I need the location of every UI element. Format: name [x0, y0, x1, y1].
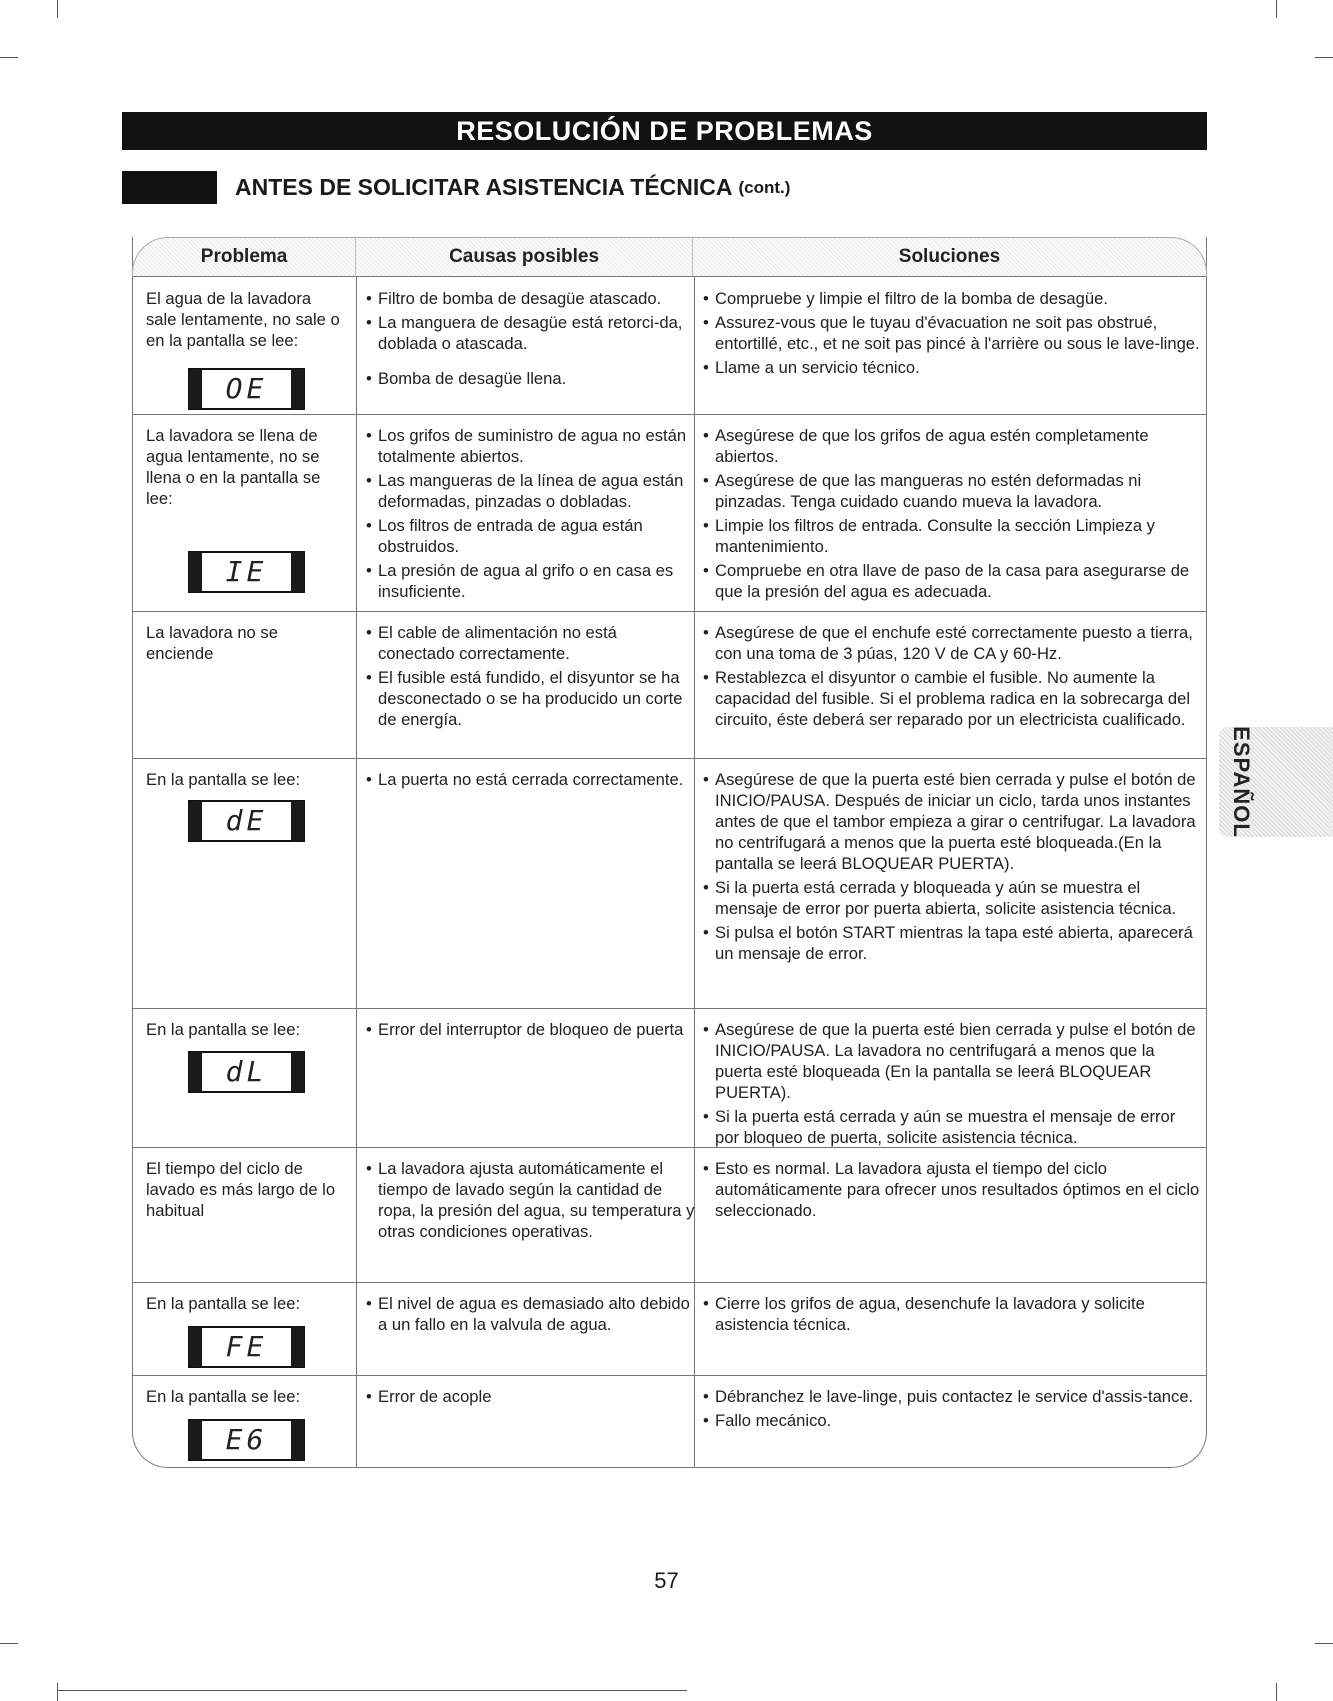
error-code-display [188, 1051, 305, 1093]
table-row [132, 759, 1207, 1009]
error-code-display [188, 1419, 305, 1461]
problem-text: El tiempo del ciclo de lavado es más largo de lo habitual [146, 1159, 336, 1220]
error-code-display [188, 551, 305, 593]
error-code: OE [225, 372, 268, 405]
section-heading-suffix: (cont.) [738, 177, 791, 197]
cause-item: • Error del interruptor de bloqueo de puerta [365, 1019, 695, 1040]
problem-text: La lavadora se llena de agua lentamente, no se llena o en la pantalla se lee: [146, 426, 321, 508]
solution-item: • Esto es normal. La lavadora ajusta el tiempo del ciclo automáticamente para ofrecer unos resultados óptimos en el ciclo seleccionado. [702, 1158, 1202, 1221]
solution-item: • Fallo mecánico. [702, 1410, 1202, 1431]
solution-item: • Asegúrese de que el enchufe esté correctamente puesto a tierra, con una toma de 3 púas, 120 V de CA y 60-Hz. [702, 622, 1202, 664]
crop-mark [1315, 57, 1333, 58]
crop-mark [0, 1643, 18, 1644]
solution-item: • Compruebe y limpie el filtro de la bomba de desagüe. [702, 288, 1202, 309]
solution-item: • Asegúrese de que las mangueras no estén deformadas ni pinzadas. Tenga cuidado cuando mueva la lavadora. [702, 470, 1202, 512]
cause-item: • La puerta no está cerrada correctamente. [365, 769, 695, 790]
solutions-list [702, 288, 1202, 381]
cause-item: • La lavadora ajusta automáticamente el tiempo de lavado según la cantidad de ropa, la presión del agua, su temperatura y otras condiciones operativas. [365, 1158, 695, 1242]
table-row [132, 278, 1207, 415]
page-number: 57 [654, 1568, 679, 1593]
solution-item: • Asegúrese de que la puerta esté bien cerrada y pulse el botón de INICIO/PAUSA. Después de iniciar un ciclo, tarda unos instantes antes de que el tambor empieza a girar o centrifugar. La lavadora no centrifugará a menos que la puerta esté bloqueada.(En la pantalla se leerá BLOQUEAR PUERTA). [702, 769, 1202, 874]
solutions-list [702, 1019, 1202, 1151]
error-code: E6 [225, 1423, 268, 1456]
cause-item: • Error de acople [365, 1386, 695, 1407]
solution-item: • Si la puerta está cerrada y aún se muestra el mensaje de error por bloqueo de puerta, solicite asistencia técnica. [702, 1106, 1202, 1148]
table-row [132, 1283, 1207, 1376]
causes-list [365, 622, 695, 733]
crop-mark [57, 1683, 58, 1701]
problem-text: En la pantalla se lee: [146, 1294, 301, 1313]
cause-item: • El nivel de agua es demasiado alto debido a un fallo en la valvula de agua. [365, 1293, 695, 1335]
error-code: FE [225, 1330, 268, 1363]
solutions-list [702, 425, 1202, 605]
header-causes: Causas posibles [356, 237, 693, 277]
crop-mark [1276, 0, 1277, 18]
problem-text: En la pantalla se lee: [146, 1020, 301, 1039]
table-row [132, 1009, 1207, 1148]
crop-mark [1276, 1683, 1277, 1701]
cause-item: • El cable de alimentación no está conectado correctamente. [365, 622, 695, 664]
causes-list [365, 1293, 695, 1338]
solution-item: • Débranchez le lave-linge, puis contactez le service d'assis-tance. [702, 1386, 1202, 1407]
error-code: IE [225, 555, 268, 588]
table-row [132, 415, 1207, 612]
header-solutions: Soluciones [693, 237, 1207, 277]
problem-text: En la pantalla se lee: [146, 1387, 301, 1406]
solutions-list [702, 1386, 1202, 1434]
cause-item: • Las mangueras de la línea de agua están deformadas, pinzadas o dobladas. [365, 470, 695, 512]
causes-list [365, 1386, 695, 1410]
solution-item: • Asegúrese de que la puerta esté bien cerrada y pulse el botón de INICIO/PAUSA. La lavadora no centrifugará a menos que la puerta esté bloqueada (En la pantalla se leerá BLOQUEAR PUERTA). [702, 1019, 1202, 1103]
cause-item: • La presión de agua al grifo o en casa es insuficiente. [365, 560, 695, 602]
solutions-list [702, 1158, 1202, 1224]
table-header [132, 237, 1207, 277]
solution-item: • Si la puerta está cerrada y bloqueada y aún se muestra el mensaje de error por puerta abierta, solicite asistencia técnica. [702, 877, 1202, 919]
solution-item: • Limpie los filtros de entrada. Consulte la sección Limpieza y mantenimiento. [702, 515, 1202, 557]
table-row [132, 612, 1207, 759]
crop-mark [0, 57, 18, 58]
cause-item: • Bomba de desagüe llena. [365, 368, 695, 389]
cause-item: • Filtro de bomba de desagüe atascado. [365, 288, 695, 309]
causes-list [365, 1019, 695, 1043]
problem-text: El agua de la lavadora sale lentamente, no sale o en la pantalla se lee: [146, 289, 340, 350]
solution-item: • Assurez-vous que le tuyau d'évacuation ne soit pas obstrué, entortillé, etc., et ne soit pas pincé à l'arrière ou sous le lave-linge. [702, 312, 1202, 354]
footer-rule [57, 1690, 687, 1691]
error-code-display [188, 1326, 305, 1368]
problem-text: En la pantalla se lee: [146, 770, 301, 789]
error-code-display [188, 800, 305, 842]
page-title: RESOLUCIÓN DE PROBLEMAS [122, 112, 1207, 150]
section-heading [122, 171, 790, 204]
causes-list [365, 288, 695, 392]
table-row [132, 1376, 1207, 1466]
causes-list [365, 425, 695, 605]
cause-item: • El fusible está fundido, el disyuntor se ha desconectado o se ha producido un corte de energía. [365, 667, 695, 730]
solutions-list [702, 622, 1202, 733]
solution-item: • Llame a un servicio técnico. [702, 357, 1202, 378]
solution-item: • Compruebe en otra llave de paso de la casa para asegurarse de que la presión del agua es adecuada. [702, 560, 1202, 602]
crop-mark [57, 0, 58, 18]
section-heading-text: ANTES DE SOLICITAR ASISTENCIA TÉCNICA [235, 174, 733, 200]
causes-list [365, 769, 695, 793]
solution-item: • Asegúrese de que los grifos de agua estén completamente abiertos. [702, 425, 1202, 467]
solutions-list [702, 769, 1202, 967]
causes-list [365, 1158, 695, 1245]
table-row [132, 1148, 1207, 1283]
error-code: dL [225, 1055, 268, 1088]
crop-mark [1315, 1643, 1333, 1644]
cause-item: • La manguera de desagüe está retorci-da, doblada o atascada. [365, 312, 695, 354]
error-code: dE [225, 804, 268, 837]
solution-item: • Cierre los grifos de agua, desenchufe la lavadora y solicite asistencia técnica. [702, 1293, 1202, 1335]
cause-item: • Los filtros de entrada de agua están obstruidos. [365, 515, 695, 557]
solution-item: • Restablezca el disyuntor o cambie el fusible. No aumente la capacidad del fusible. Si el problema radica en la sobrecarga del circuito, éste deberá ser reparado por un electricista cualificado. [702, 667, 1202, 730]
solution-item: • Si pulsa el botón START mientras la tapa esté abierta, aparecerá un mensaje de error. [702, 922, 1202, 964]
cause-item: • Los grifos de suministro de agua no están totalmente abiertos. [365, 425, 695, 467]
header-problem: Problema [132, 237, 356, 277]
solutions-list [702, 1293, 1202, 1338]
error-code-display [188, 368, 305, 410]
language-side-tab [1219, 727, 1333, 837]
heading-block-marker [122, 171, 217, 204]
problem-text: La lavadora no se enciende [146, 623, 278, 663]
language-tab-label: ESPAÑOL [1229, 726, 1254, 838]
